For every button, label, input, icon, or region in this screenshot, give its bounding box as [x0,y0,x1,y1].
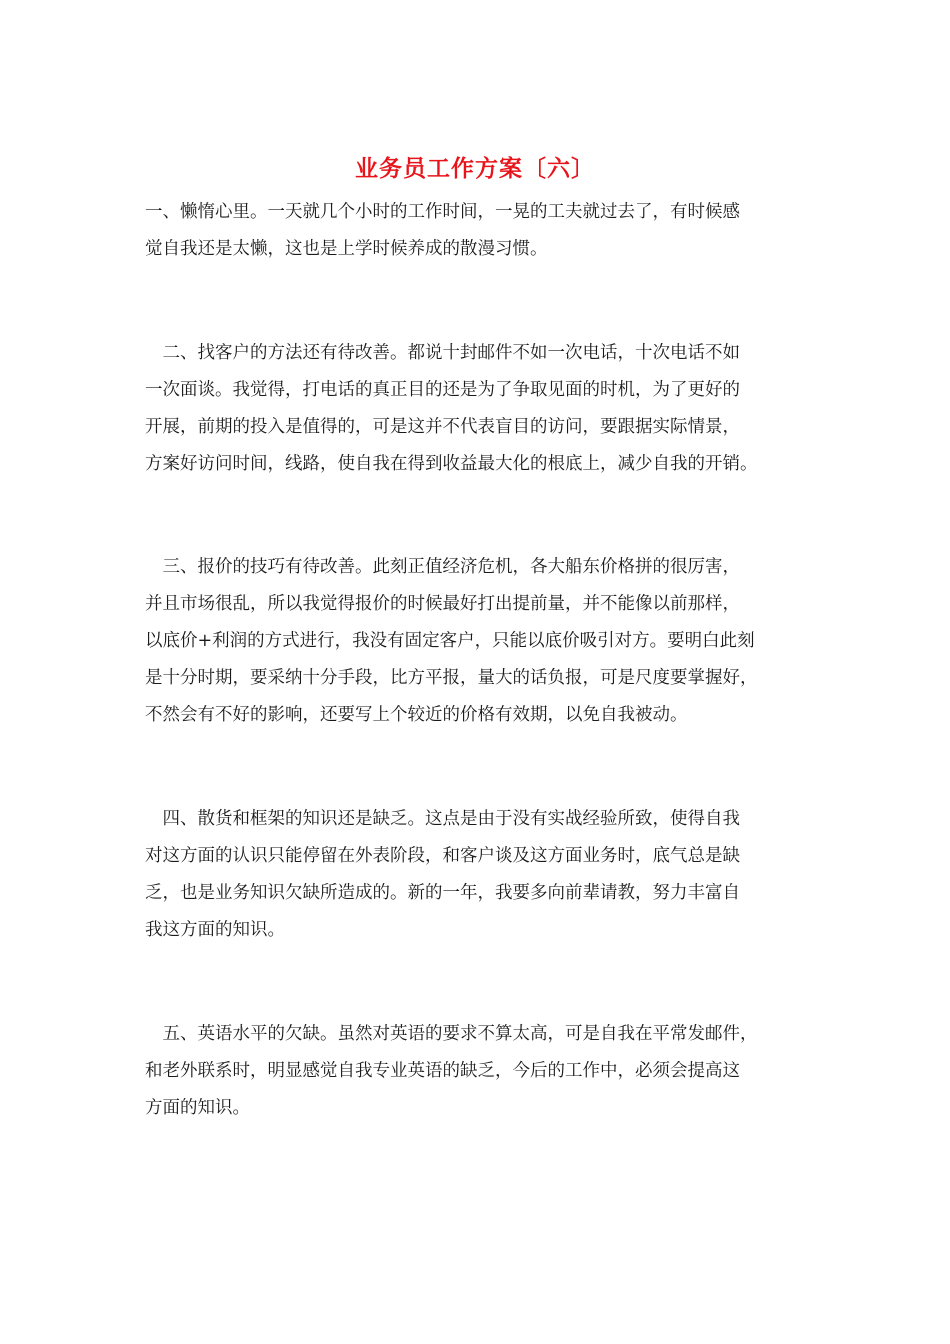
paragraph-line: 一次面谈。我觉得，打电话的真正目的还是为了争取见面的时机，为了更好的 [145,380,740,400]
paragraph-line: 不然会有不好的影响，还要写上个较近的价格有效期，以免自我被动。 [145,705,688,725]
paragraph-line: 和老外联系时，明显感觉自我专业英语的缺乏，今后的工作中，必须会提高这 [145,1061,740,1081]
paragraph-line: 开展，前期的投入是值得的，可是这并不代表盲目的访问，要跟据实际情景， [145,417,740,437]
paragraph-line: 我这方面的知识。 [145,920,285,940]
paragraph-line: 一、懒惰心里。一天就几个小时的工作时间，一晃的工夫就过去了，有时候感 [145,202,740,222]
paragraph-line: 对这方面的认识只能停留在外表阶段，和客户谈及这方面业务时，底气总是缺 [145,846,740,866]
paragraph-line: 方案好访问时间，线路，使自我在得到收益最大化的根底上，减少自我的开销。 [145,454,758,474]
document-title: 业务员工作方案〔六〕 [355,155,595,182]
paragraph-line: 并且市场很乱，所以我觉得报价的时候最好打出提前量，并不能像以前那样， [145,594,740,614]
paragraph-line: 以底价+利润的方式进行，我没有固定客户，只能以底价吸引对方。要明白此刻 [145,631,755,651]
paragraph-line: 四、散货和框架的知识还是缺乏。这点是由于没有实战经验所致，使得自我 [145,809,740,829]
paragraph-1 [145,194,740,268]
paragraph-line: 三、报价的技巧有待改善。此刻正值经济危机，各大船东价格拼的很厉害， [145,557,740,577]
paragraph-3 [145,549,758,734]
paragraph-2 [145,335,758,483]
paragraph-4 [145,801,740,949]
paragraph-5 [145,1016,758,1127]
paragraph-line: 五、英语水平的欠缺。虽然对英语的要求不算太高，可是自我在平常发邮件， [145,1024,758,1044]
paragraph-line: 二、找客户的方法还有待改善。都说十封邮件不如一次电话，十次电话不如 [145,343,740,363]
paragraph-line: 方面的知识。 [145,1098,250,1118]
paragraph-line: 是十分时期，要采纳十分手段，比方平报，量大的话负报，可是尺度要掌握好， [145,668,758,688]
paragraph-line: 乏，也是业务知识欠缺所造成的。新的一年，我要多向前辈请教，努力丰富自 [145,883,740,903]
paragraph-line: 觉自我还是太懒，这也是上学时候养成的散漫习惯。 [145,239,548,259]
